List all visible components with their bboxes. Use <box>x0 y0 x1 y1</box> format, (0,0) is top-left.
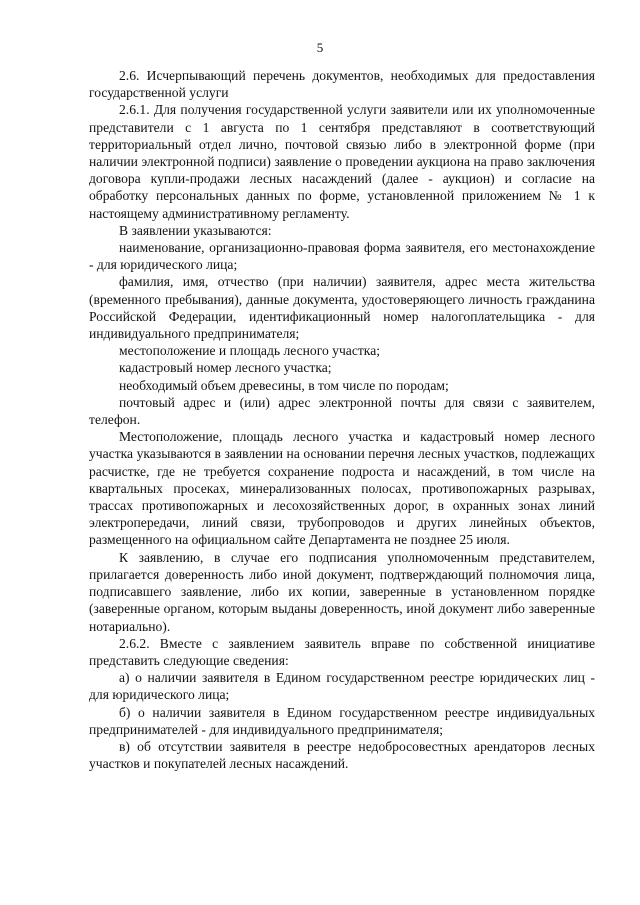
list-item-b-entrepreneurs-register: б) о наличии заявителя в Едином государственном реестре индивидуальных предпринимателей - для индивидуального предпринимателя; <box>89 704 595 737</box>
paragraph-location-source: Местоположение, площадь лесного участка и кадастровый номер лесного участка указываются в заявлении на основании перечня лесных участков, подлежащих расчистке, где не требуется сохранение подроста и насаждений, в том числе на квартальных просеках, минерализованных полосах, противопожарных разрывах, трассах противопожарных и лесохозяйственных дорог, в охранных зонах линий электропередачи, линий связи, трубопроводов и других линейных объектов, размещенного на официальном сайте Департамента не позднее 25 июля. <box>89 429 595 548</box>
list-item-c-unfair-tenants-register: в) об отсутствии заявителя в реестре недобросовестных арендаторов лесных участков и покупателей лесных насаждений. <box>89 738 595 772</box>
paragraph-power-of-attorney: К заявлению, в случае его подписания уполномоченным представителем, прилагается доверенность либо иной документ, подтверждающий полномочия лица, подписавшего заявление, либо их копии, заверенные в установленном порядке (заверенные органом, которым выданы доверенность, иной документ либо заверенные нотариально). <box>89 549 595 634</box>
list-item-a-legal-entities-register: а) о наличии заявителя в Едином государственном реестре юридических лиц - для юридического лица; <box>89 670 595 703</box>
paragraph-2-6-2: 2.6.2. Вместе с заявлением заявитель вправе по собственной инициативе представить следующие сведения: <box>89 635 595 668</box>
document-body <box>89 67 595 772</box>
section-2-6-heading: 2.6. Исчерпывающий перечень документов, необходимых для предоставления государственной услуги <box>89 68 595 101</box>
page-number: 5 <box>316 40 324 55</box>
list-item-legal-entity-name: наименование, организационно-правовая форма заявителя, его местонахождение - для юридического лица; <box>89 240 595 273</box>
list-item-timber-volume: необходимый объем древесины, в том числе по породам; <box>119 377 449 393</box>
list-item-forest-plot-location: местоположение и площадь лесного участка; <box>119 343 381 359</box>
list-item-individual-entrepreneur-details: фамилия, имя, отчество (при наличии) заявителя, адрес места жительства (временного пребывания), данные документа, удостоверяющего личность гражданина Российской Федерации, идентификационный номер налогоплательщика - для индивидуального предпринимателя; <box>89 274 595 342</box>
list-item-contact-details: почтовый адрес и (или) адрес электронной почты для связи с заявителем, телефон. <box>89 394 595 428</box>
paragraph-2-6-1: 2.6.1. Для получения государственной услуги заявители или их уполномоченные представители с 1 августа по 1 сентября представляют в соответствующий территориальный отдел лично, почтовой связью либо в электронной форме (при наличии электронной подписи) заявление о проведении аукциона на право заключения договора купли-продажи лесных насаждений (далее - аукцион) и согласие на обработку персональных данных по форме, установленной приложением № 1 к настоящему административному регламенту. <box>89 102 595 221</box>
list-item-cadastral-number: кадастровый номер лесного участка; <box>119 360 332 376</box>
paragraph-application-contents-intro: В заявлении указываются: <box>119 222 272 238</box>
